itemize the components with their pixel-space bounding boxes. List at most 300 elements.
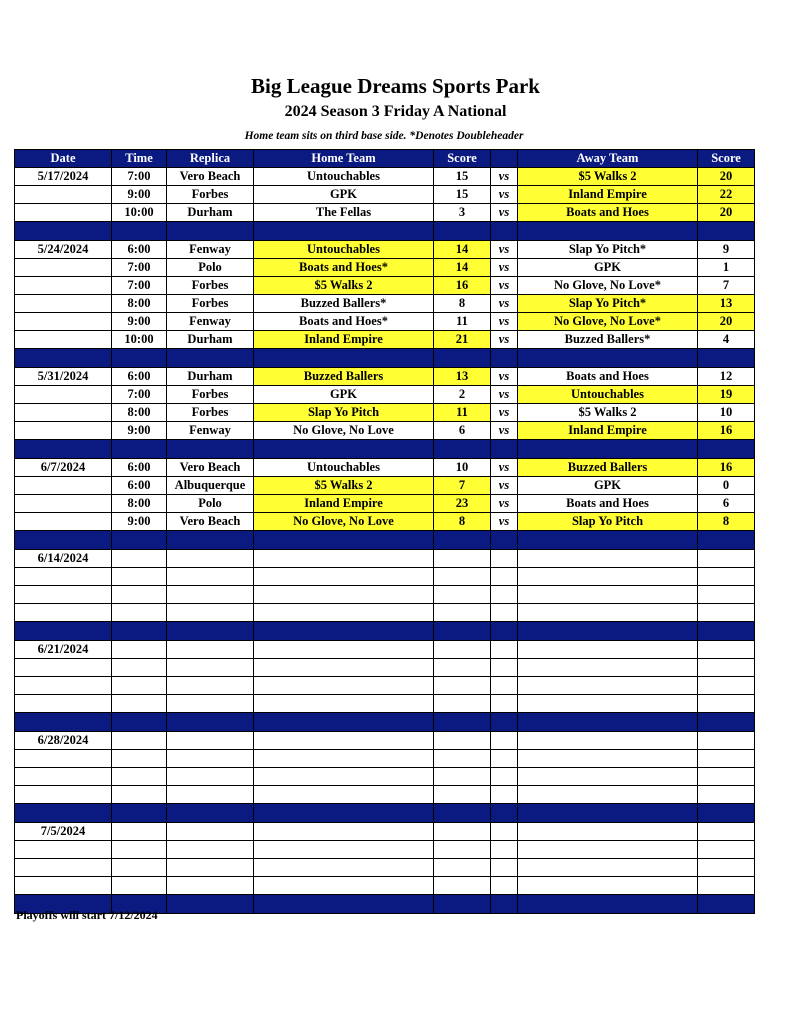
vs-cell: vs: [491, 386, 518, 404]
separator-cell: [15, 531, 112, 550]
away-team-cell: Slap Yo Pitch*: [518, 241, 698, 259]
date-cell: [15, 659, 112, 677]
away-team-cell: [518, 750, 698, 768]
time-cell: 9:00: [112, 186, 167, 204]
separator-cell: [698, 349, 755, 368]
home-score-cell: [434, 641, 491, 659]
replica-cell: [167, 677, 254, 695]
away-score-cell: 10: [698, 404, 755, 422]
date-cell: [15, 204, 112, 222]
week-separator: [15, 222, 755, 241]
col-header-vs: [491, 150, 518, 168]
col-header-time: Time: [112, 150, 167, 168]
away-team-cell: GPK: [518, 477, 698, 495]
away-score-cell: 8: [698, 513, 755, 531]
away-score-cell: 20: [698, 313, 755, 331]
separator-cell: [491, 895, 518, 914]
home-team-cell: [254, 768, 434, 786]
separator-cell: [254, 804, 434, 823]
replica-cell: Fenway: [167, 241, 254, 259]
separator-cell: [15, 440, 112, 459]
date-cell: [15, 513, 112, 531]
home-team-cell: $5 Walks 2: [254, 277, 434, 295]
vs-cell: vs: [491, 368, 518, 386]
vs-cell: [491, 859, 518, 877]
empty-row: [15, 641, 755, 659]
empty-row: [15, 695, 755, 713]
date-cell: [15, 259, 112, 277]
home-team-cell: GPK: [254, 386, 434, 404]
replica-cell: Polo: [167, 495, 254, 513]
separator-cell: [167, 349, 254, 368]
home-score-cell: [434, 750, 491, 768]
game-row: [15, 168, 755, 186]
vs-cell: vs: [491, 513, 518, 531]
vs-cell: vs: [491, 259, 518, 277]
away-score-cell: [698, 859, 755, 877]
replica-cell: Vero Beach: [167, 459, 254, 477]
away-team-cell: Boats and Hoes: [518, 495, 698, 513]
home-team-cell: Untouchables: [254, 168, 434, 186]
replica-cell: [167, 786, 254, 804]
week-separator: [15, 713, 755, 732]
date-cell: [15, 495, 112, 513]
home-score-cell: 8: [434, 513, 491, 531]
separator-cell: [698, 622, 755, 641]
separator-cell: [112, 804, 167, 823]
week-separator: [15, 531, 755, 550]
home-score-cell: [434, 604, 491, 622]
home-team-cell: [254, 550, 434, 568]
separator-cell: [518, 349, 698, 368]
empty-row: [15, 659, 755, 677]
separator-cell: [112, 349, 167, 368]
separator-cell: [167, 895, 254, 914]
away-team-cell: No Glove, No Love*: [518, 313, 698, 331]
vs-cell: [491, 568, 518, 586]
replica-cell: Forbes: [167, 386, 254, 404]
vs-cell: vs: [491, 459, 518, 477]
time-cell: 9:00: [112, 313, 167, 331]
separator-cell: [491, 531, 518, 550]
away-score-cell: 1: [698, 259, 755, 277]
home-score-cell: [434, 768, 491, 786]
week-separator: [15, 804, 755, 823]
away-team-cell: Untouchables: [518, 386, 698, 404]
away-team-cell: [518, 768, 698, 786]
replica-cell: [167, 550, 254, 568]
home-score-cell: 8: [434, 295, 491, 313]
away-team-cell: [518, 550, 698, 568]
game-row: [15, 386, 755, 404]
vs-cell: [491, 841, 518, 859]
home-team-cell: Untouchables: [254, 241, 434, 259]
home-score-cell: [434, 732, 491, 750]
away-score-cell: [698, 677, 755, 695]
away-score-cell: [698, 786, 755, 804]
separator-cell: [254, 713, 434, 732]
time-cell: 7:00: [112, 386, 167, 404]
date-cell: [15, 477, 112, 495]
empty-row: [15, 550, 755, 568]
date-cell: 5/17/2024: [15, 168, 112, 186]
home-score-cell: 10: [434, 459, 491, 477]
time-cell: [112, 568, 167, 586]
schedule-body: [15, 168, 755, 914]
home-score-cell: [434, 823, 491, 841]
date-cell: [15, 313, 112, 331]
separator-cell: [434, 440, 491, 459]
replica-cell: [167, 823, 254, 841]
replica-cell: [167, 641, 254, 659]
empty-row: [15, 859, 755, 877]
away-team-cell: No Glove, No Love*: [518, 277, 698, 295]
home-team-cell: [254, 823, 434, 841]
away-team-cell: [518, 586, 698, 604]
away-team-cell: [518, 659, 698, 677]
replica-cell: Durham: [167, 331, 254, 349]
time-cell: 6:00: [112, 368, 167, 386]
time-cell: [112, 586, 167, 604]
away-team-cell: $5 Walks 2: [518, 404, 698, 422]
time-cell: [112, 550, 167, 568]
vs-cell: [491, 550, 518, 568]
home-team-cell: Slap Yo Pitch: [254, 404, 434, 422]
separator-cell: [491, 349, 518, 368]
home-score-cell: 14: [434, 259, 491, 277]
replica-cell: [167, 877, 254, 895]
away-team-cell: [518, 732, 698, 750]
home-team-cell: $5 Walks 2: [254, 477, 434, 495]
home-score-cell: 13: [434, 368, 491, 386]
home-score-cell: [434, 677, 491, 695]
time-cell: 10:00: [112, 204, 167, 222]
separator-cell: [167, 622, 254, 641]
game-row: [15, 513, 755, 531]
separator-cell: [698, 895, 755, 914]
home-team-cell: [254, 586, 434, 604]
separator-cell: [434, 222, 491, 241]
header-row: [15, 150, 755, 168]
home-score-cell: [434, 568, 491, 586]
separator-cell: [254, 531, 434, 550]
separator-cell: [491, 440, 518, 459]
date-cell: [15, 750, 112, 768]
game-row: [15, 495, 755, 513]
replica-cell: [167, 604, 254, 622]
replica-cell: [167, 659, 254, 677]
date-cell: [15, 422, 112, 440]
empty-row: [15, 604, 755, 622]
game-row: [15, 313, 755, 331]
away-score-cell: 12: [698, 368, 755, 386]
away-team-cell: $5 Walks 2: [518, 168, 698, 186]
date-cell: 6/7/2024: [15, 459, 112, 477]
time-cell: 7:00: [112, 277, 167, 295]
away-team-cell: [518, 677, 698, 695]
home-team-cell: Inland Empire: [254, 495, 434, 513]
separator-cell: [112, 531, 167, 550]
week-separator: [15, 622, 755, 641]
separator-cell: [434, 804, 491, 823]
time-cell: [112, 859, 167, 877]
date-cell: [15, 331, 112, 349]
date-cell: [15, 841, 112, 859]
home-team-cell: Inland Empire: [254, 331, 434, 349]
away-score-cell: 9: [698, 241, 755, 259]
vs-cell: vs: [491, 313, 518, 331]
home-team-cell: [254, 786, 434, 804]
away-score-cell: 20: [698, 204, 755, 222]
time-cell: [112, 768, 167, 786]
replica-cell: Fenway: [167, 313, 254, 331]
replica-cell: [167, 841, 254, 859]
date-cell: [15, 568, 112, 586]
game-row: [15, 368, 755, 386]
home-team-cell: [254, 604, 434, 622]
empty-row: [15, 750, 755, 768]
away-score-cell: 0: [698, 477, 755, 495]
home-team-cell: Buzzed Ballers: [254, 368, 434, 386]
date-cell: 7/5/2024: [15, 823, 112, 841]
empty-row: [15, 841, 755, 859]
vs-cell: [491, 768, 518, 786]
away-score-cell: 20: [698, 168, 755, 186]
week-separator: [15, 349, 755, 368]
away-team-cell: Boats and Hoes: [518, 204, 698, 222]
date-cell: [15, 386, 112, 404]
vs-cell: [491, 823, 518, 841]
separator-cell: [518, 895, 698, 914]
home-score-cell: 15: [434, 186, 491, 204]
away-score-cell: [698, 586, 755, 604]
date-cell: 5/24/2024: [15, 241, 112, 259]
home-team-cell: The Fellas: [254, 204, 434, 222]
time-cell: [112, 732, 167, 750]
home-team-cell: [254, 841, 434, 859]
home-score-cell: [434, 859, 491, 877]
date-cell: [15, 859, 112, 877]
vs-cell: vs: [491, 295, 518, 313]
col-header-away-score: Score: [698, 150, 755, 168]
away-team-cell: GPK: [518, 259, 698, 277]
away-team-cell: [518, 877, 698, 895]
home-team-cell: [254, 877, 434, 895]
date-cell: [15, 877, 112, 895]
separator-cell: [434, 895, 491, 914]
time-cell: [112, 677, 167, 695]
time-cell: [112, 604, 167, 622]
time-cell: [112, 823, 167, 841]
away-score-cell: 6: [698, 495, 755, 513]
vs-cell: vs: [491, 331, 518, 349]
away-score-cell: [698, 604, 755, 622]
game-row: [15, 331, 755, 349]
time-cell: [112, 641, 167, 659]
home-score-cell: [434, 695, 491, 713]
away-score-cell: [698, 823, 755, 841]
home-team-cell: Untouchables: [254, 459, 434, 477]
away-score-cell: 4: [698, 331, 755, 349]
date-cell: [15, 677, 112, 695]
time-cell: 8:00: [112, 404, 167, 422]
away-team-cell: [518, 641, 698, 659]
home-team-cell: GPK: [254, 186, 434, 204]
date-cell: 5/31/2024: [15, 368, 112, 386]
away-team-cell: Slap Yo Pitch*: [518, 295, 698, 313]
time-cell: 6:00: [112, 459, 167, 477]
home-score-cell: 11: [434, 313, 491, 331]
replica-cell: Forbes: [167, 277, 254, 295]
away-team-cell: Inland Empire: [518, 422, 698, 440]
time-cell: 6:00: [112, 477, 167, 495]
away-score-cell: [698, 641, 755, 659]
separator-cell: [167, 804, 254, 823]
away-score-cell: 7: [698, 277, 755, 295]
col-header-home-score: Score: [434, 150, 491, 168]
separator-cell: [518, 531, 698, 550]
replica-cell: [167, 732, 254, 750]
game-row: [15, 204, 755, 222]
vs-cell: [491, 641, 518, 659]
separator-cell: [698, 804, 755, 823]
replica-cell: [167, 768, 254, 786]
away-team-cell: Boats and Hoes: [518, 368, 698, 386]
home-score-cell: 23: [434, 495, 491, 513]
vs-cell: vs: [491, 241, 518, 259]
separator-cell: [434, 349, 491, 368]
time-cell: [112, 841, 167, 859]
home-score-cell: 2: [434, 386, 491, 404]
time-cell: [112, 659, 167, 677]
home-score-cell: 3: [434, 204, 491, 222]
col-header-replica: Replica: [167, 150, 254, 168]
vs-cell: [491, 786, 518, 804]
date-cell: [15, 586, 112, 604]
separator-cell: [15, 222, 112, 241]
empty-row: [15, 768, 755, 786]
separator-cell: [698, 713, 755, 732]
away-score-cell: [698, 877, 755, 895]
replica-cell: [167, 859, 254, 877]
vs-cell: vs: [491, 204, 518, 222]
week-separator: [15, 440, 755, 459]
away-team-cell: [518, 604, 698, 622]
separator-cell: [15, 804, 112, 823]
home-team-cell: [254, 659, 434, 677]
separator-cell: [112, 222, 167, 241]
home-team-cell: [254, 568, 434, 586]
replica-cell: [167, 695, 254, 713]
home-score-cell: [434, 877, 491, 895]
away-team-cell: [518, 786, 698, 804]
time-cell: 9:00: [112, 422, 167, 440]
date-cell: [15, 695, 112, 713]
date-cell: [15, 277, 112, 295]
vs-cell: [491, 732, 518, 750]
date-cell: [15, 295, 112, 313]
vs-cell: vs: [491, 422, 518, 440]
time-cell: [112, 695, 167, 713]
replica-cell: Albuquerque: [167, 477, 254, 495]
separator-cell: [167, 531, 254, 550]
home-score-cell: 21: [434, 331, 491, 349]
away-team-cell: [518, 568, 698, 586]
playoffs-note: Playoffs will start 7/12/2024: [16, 908, 158, 922]
home-score-cell: 11: [434, 404, 491, 422]
separator-cell: [698, 531, 755, 550]
empty-row: [15, 732, 755, 750]
away-score-cell: 16: [698, 459, 755, 477]
replica-cell: Forbes: [167, 404, 254, 422]
home-score-cell: 15: [434, 168, 491, 186]
vs-cell: [491, 659, 518, 677]
away-score-cell: 19: [698, 386, 755, 404]
replica-cell: [167, 568, 254, 586]
away-score-cell: [698, 550, 755, 568]
separator-cell: [698, 440, 755, 459]
home-score-cell: 6: [434, 422, 491, 440]
separator-cell: [518, 713, 698, 732]
separator-cell: [15, 622, 112, 641]
time-cell: 9:00: [112, 513, 167, 531]
home-team-cell: Boats and Hoes*: [254, 259, 434, 277]
vs-cell: vs: [491, 495, 518, 513]
vs-cell: vs: [491, 404, 518, 422]
replica-cell: [167, 750, 254, 768]
separator-cell: [254, 895, 434, 914]
vs-cell: [491, 877, 518, 895]
home-team-cell: [254, 750, 434, 768]
vs-cell: [491, 586, 518, 604]
away-score-cell: [698, 695, 755, 713]
game-row: [15, 277, 755, 295]
away-score-cell: [698, 768, 755, 786]
separator-cell: [15, 349, 112, 368]
separator-cell: [112, 440, 167, 459]
time-cell: 7:00: [112, 168, 167, 186]
date-cell: 6/14/2024: [15, 550, 112, 568]
empty-row: [15, 786, 755, 804]
away-team-cell: [518, 695, 698, 713]
col-header-home-team: Home Team: [254, 150, 434, 168]
separator-cell: [254, 349, 434, 368]
separator-cell: [518, 440, 698, 459]
separator-cell: [491, 713, 518, 732]
game-row: [15, 477, 755, 495]
home-score-cell: [434, 586, 491, 604]
vs-cell: vs: [491, 277, 518, 295]
replica-cell: Polo: [167, 259, 254, 277]
away-team-cell: Buzzed Ballers*: [518, 331, 698, 349]
replica-cell: Durham: [167, 204, 254, 222]
game-row: [15, 422, 755, 440]
home-score-cell: [434, 841, 491, 859]
away-team-cell: [518, 859, 698, 877]
away-score-cell: [698, 568, 755, 586]
date-cell: [15, 786, 112, 804]
replica-cell: Vero Beach: [167, 168, 254, 186]
away-team-cell: Buzzed Ballers: [518, 459, 698, 477]
time-cell: [112, 786, 167, 804]
home-score-cell: 7: [434, 477, 491, 495]
page-subtitle: 2024 Season 3 Friday A National: [284, 103, 507, 120]
time-cell: 8:00: [112, 295, 167, 313]
game-row: [15, 241, 755, 259]
date-cell: [15, 768, 112, 786]
home-score-cell: [434, 659, 491, 677]
time-cell: [112, 750, 167, 768]
